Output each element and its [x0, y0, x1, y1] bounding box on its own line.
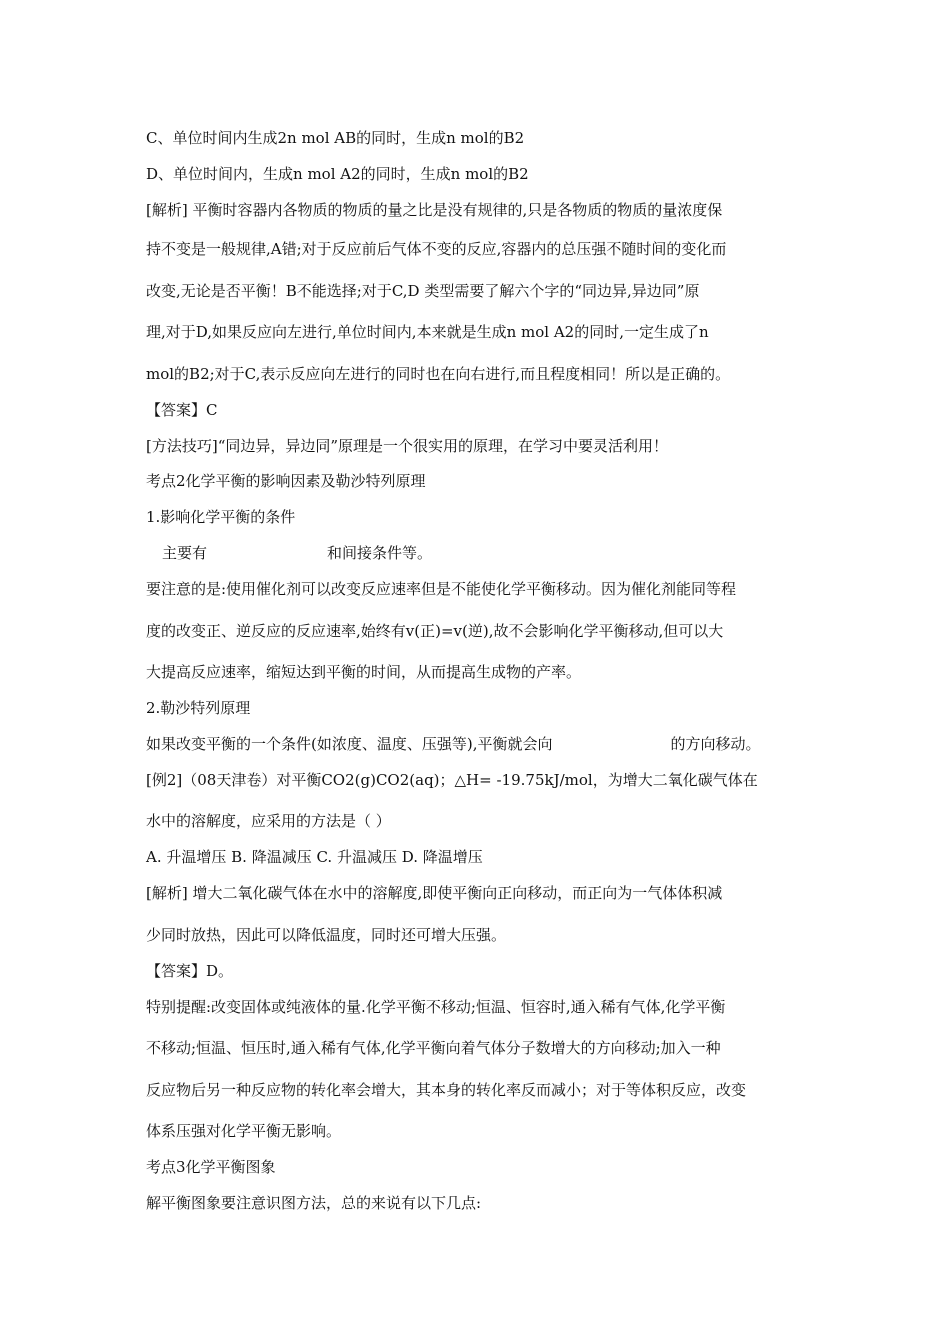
answer-line: 【答案】D。 — [146, 962, 234, 980]
fill-blank-after: 的方向移动。 — [670, 735, 761, 753]
subheading: 1.影响化学平衡的条件 — [146, 508, 296, 526]
text-line: 度的改变正、逆反应的反应速率,始终有v(正)=v(逆),故不会影响化学平衡移动,但可以大 — [146, 622, 724, 640]
example-line: [例2]（08天津卷）对平衡CO2(g)CO2(aq)；△H= -19.75kJ/mol，为增大二氧化碳气体在 — [146, 771, 758, 789]
fill-blank-line — [162, 543, 832, 563]
text-line: [方法技巧]“同边异，异边同”原理是一个很实用的原理，在学习中要灵活利用！ — [146, 437, 669, 455]
fill-blank-line — [146, 734, 816, 754]
answer-line: 【答案】C — [146, 401, 218, 419]
text-line: 反应物后另一种反应物的转化率会增大，其本身的转化率反而减小；对于等体积反应，改变 — [146, 1081, 747, 1099]
text-line: 体系压强对化学平衡无影响。 — [146, 1122, 342, 1140]
text-line: 大提高反应速率，缩短达到平衡的时间，从而提高生成物的产率。 — [146, 663, 582, 681]
text-line: 解平衡图象要注意识图方法，总的来说有以下几点: — [146, 1194, 482, 1212]
text-line: 水中的溶解度，应采用的方法是（ ） — [146, 812, 391, 830]
section-heading: 考点2化学平衡的影响因素及勒沙特列原理 — [146, 472, 426, 490]
subheading: 2.勒沙特列原理 — [146, 699, 251, 717]
text-line: [解析] 增大二氧化碳气体在水中的溶解度,即使平衡向正向移动，而正向为一气体体积减 — [146, 884, 723, 902]
text-line: 不移动;恒温、恒压时,通入稀有气体,化学平衡向着气体分子数增大的方向移动;加入一种 — [146, 1039, 721, 1057]
text-line: [解析] 平衡时容器内各物质的物质的量之比是没有规律的,只是各物质的物质的量浓度保 — [146, 201, 723, 219]
text-line: 特别提醒:改变固体或纯液体的量.化学平衡不移动;恒温、恒容时,通入稀有气体,化学平衡 — [146, 998, 726, 1016]
fill-blank-before: 主要有 — [162, 544, 208, 562]
text-line: C、单位时间内生成2n mol AB的同时，生成n mol的B2 — [146, 129, 525, 147]
text-line: mol的B2;对于C,表示反应向左进行的同时也在向右进行,而且程度相同！所以是正确的。 — [146, 365, 731, 383]
text-line: 改变,无论是否平衡！B不能选择;对于C,D 类型需要了解六个字的“同边异,异边同”原 — [146, 282, 700, 300]
fill-blank-before: 如果改变平衡的一个条件(如浓度、温度、压强等),平衡就会向 — [146, 735, 553, 753]
options-line: A. 升温增压 B. 降温减压 C. 升温减压 D. 降温增压 — [146, 848, 483, 866]
text-line: D、单位时间内，生成n mol A2的同时，生成n mol的B2 — [146, 165, 529, 183]
text-line: 少同时放热，因此可以降低温度，同时还可增大压强。 — [146, 926, 507, 944]
text-line: 持不变是一般规律,A错;对于反应前后气体不变的反应,容器内的总压强不随时间的变化而 — [146, 240, 727, 258]
text-line: 要注意的是:使用催化剂可以改变反应速率但是不能使化学平衡移动。因为催化剂能同等程 — [146, 580, 737, 598]
fill-blank-after: 和间接条件等。 — [327, 544, 433, 562]
section-heading: 考点3化学平衡图象 — [146, 1158, 276, 1176]
text-line: 理,对于D,如果反应向左进行,单位时间内,本来就是生成n mol A2的同时,一定生成了n — [146, 323, 709, 341]
